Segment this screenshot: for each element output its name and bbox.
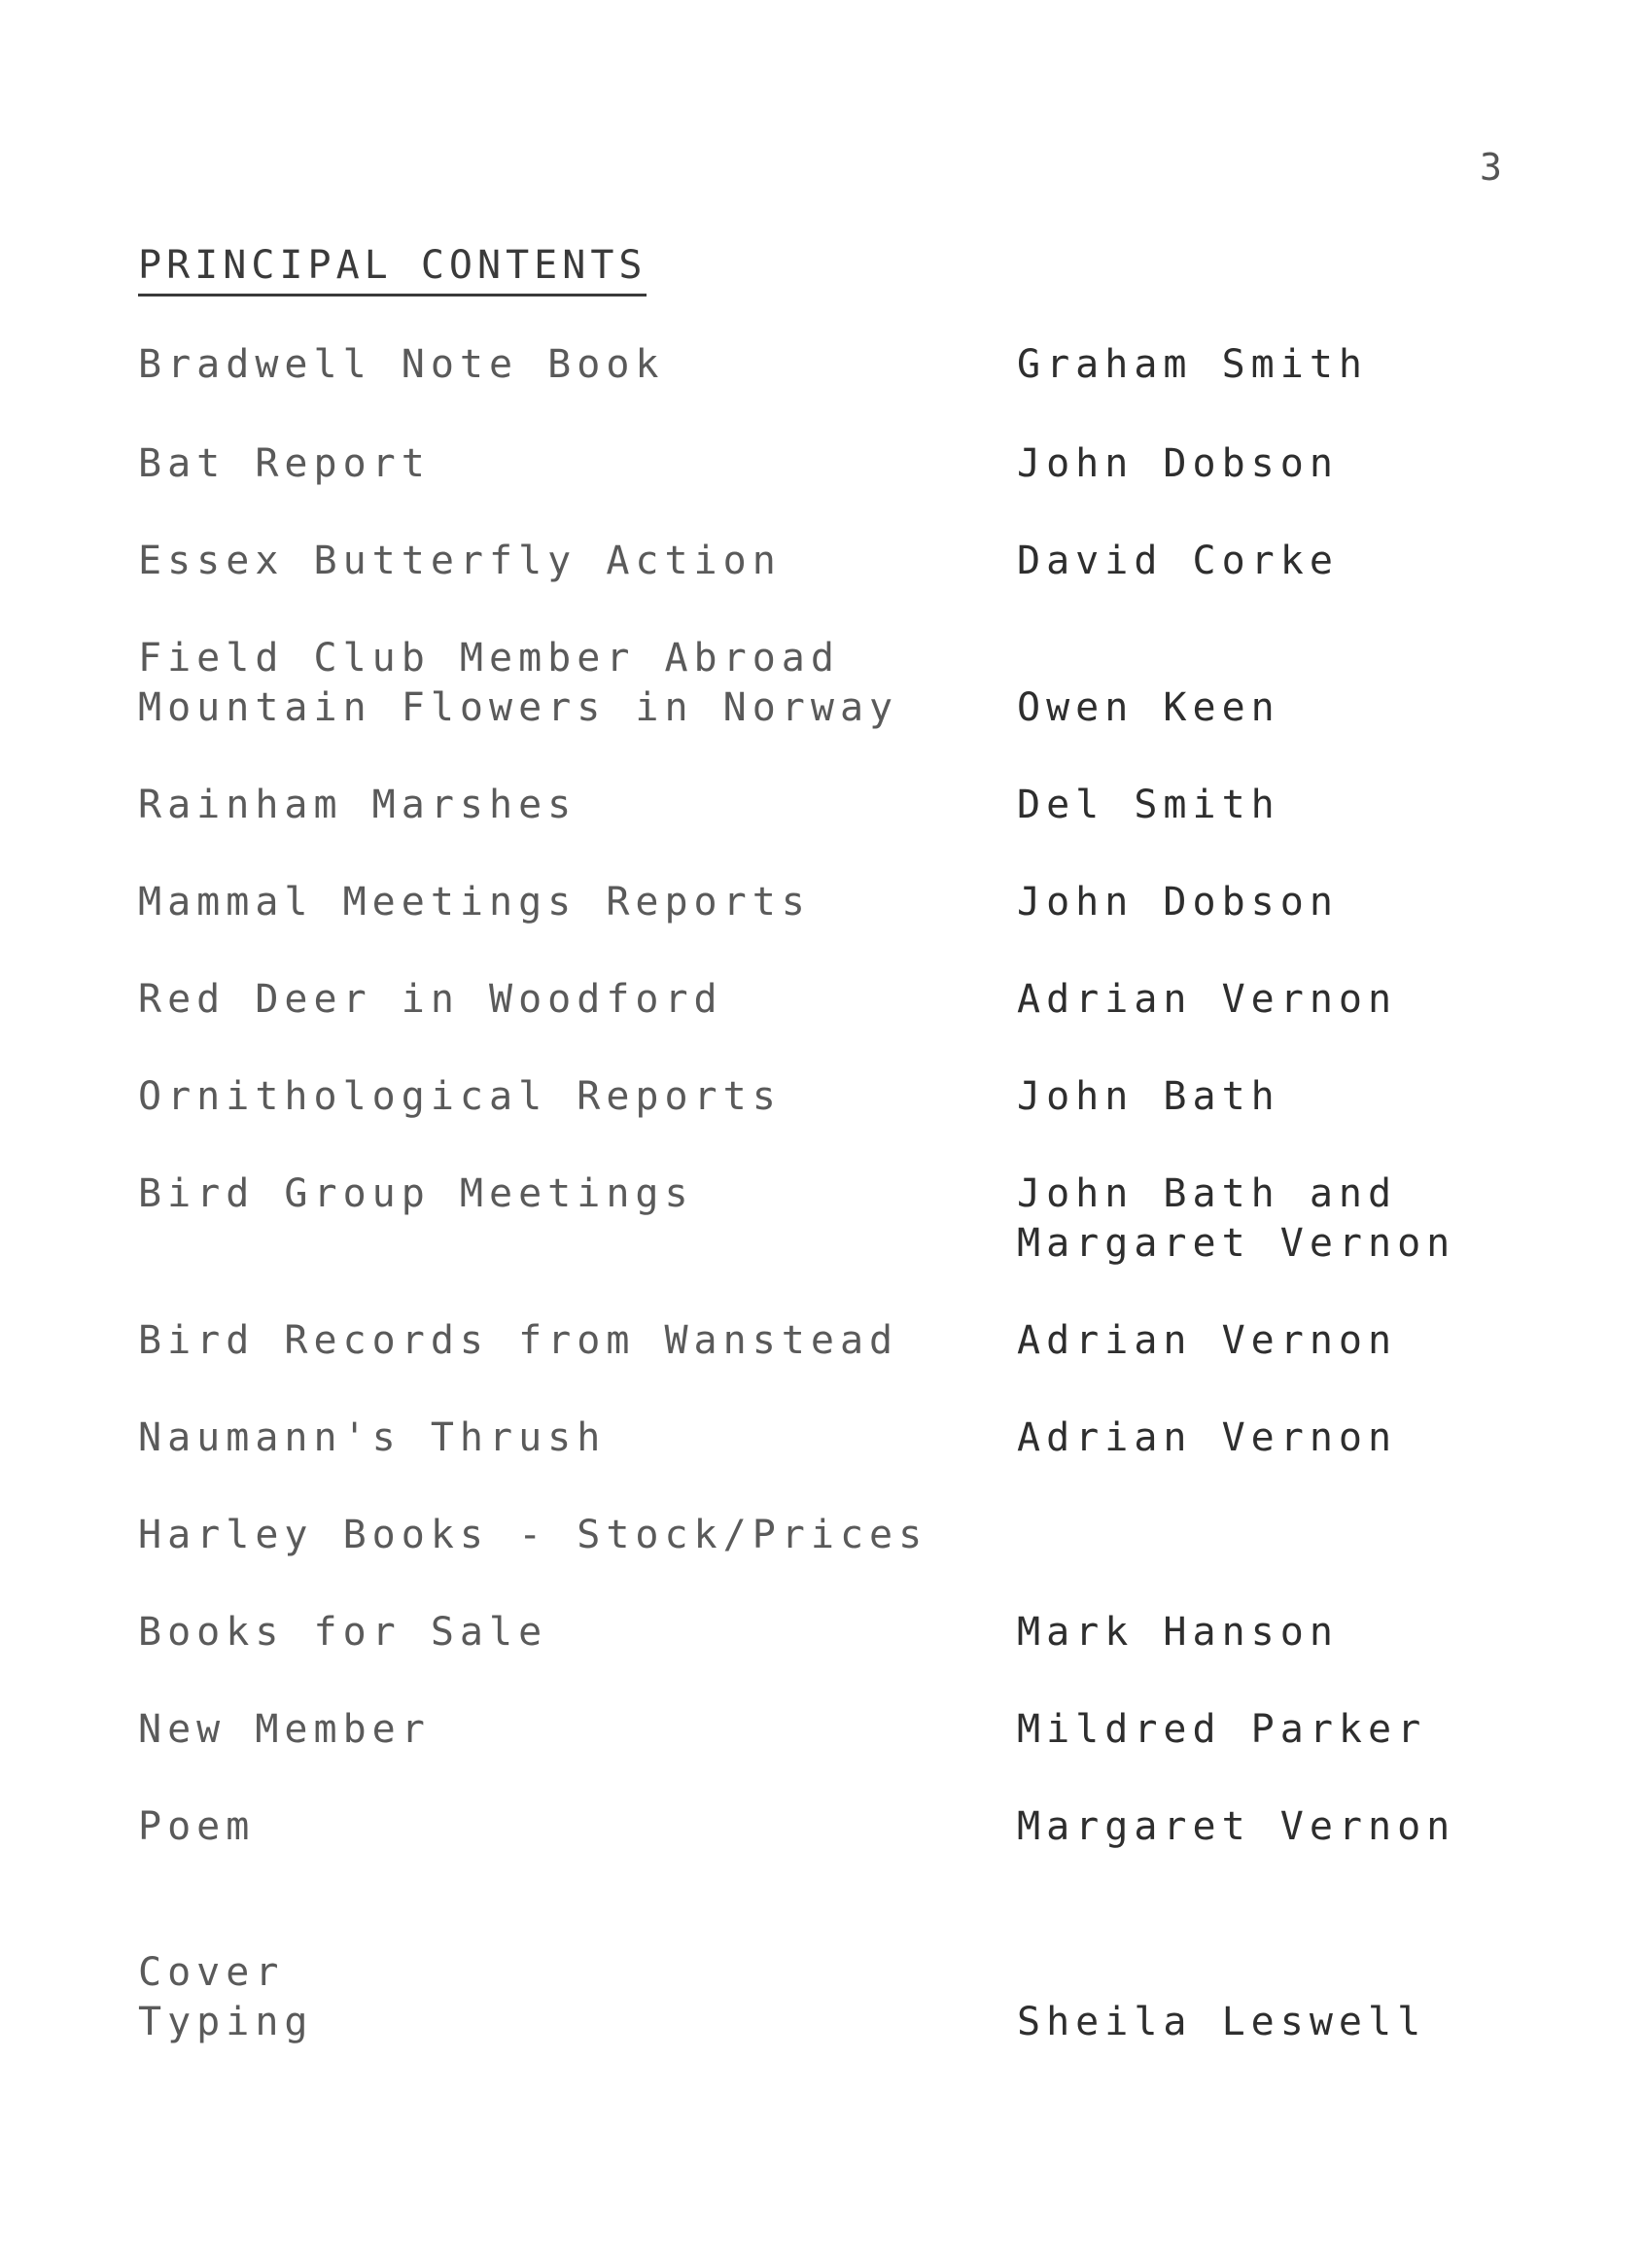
entry-title: Field Club Member Abroad bbox=[138, 636, 840, 680]
entry-author: Sheila Leswell bbox=[1017, 2000, 1427, 2044]
entry-title: Books for Sale bbox=[138, 1610, 548, 1655]
entry-title: Bird Group Meetings bbox=[138, 1171, 694, 1216]
entry-title: Mammal Meetings Reports bbox=[138, 880, 811, 925]
entry-author: John Bath and bbox=[1017, 1171, 1398, 1216]
entry-title: Essex Butterfly Action bbox=[138, 539, 782, 583]
entry-title: Red Deer in Woodford bbox=[138, 977, 723, 1022]
entry-title-line2: Mountain Flowers in Norway bbox=[138, 685, 899, 730]
entry-title: Bird Records from Wanstead bbox=[138, 1318, 899, 1363]
entry-author: Margaret Vernon bbox=[1017, 1804, 1456, 1849]
entry-author: Owen Keen bbox=[1017, 685, 1280, 730]
page-title: PRINCIPAL CONTENTS bbox=[138, 243, 647, 297]
entry-title: Ornithological Reports bbox=[138, 1074, 782, 1119]
entry-title: Poem bbox=[138, 1804, 256, 1849]
entry-author: Adrian Vernon bbox=[1017, 1318, 1398, 1363]
entry-title: Rainham Marshes bbox=[138, 783, 577, 827]
entry-author: Mark Hanson bbox=[1017, 1610, 1339, 1655]
entry-author: Adrian Vernon bbox=[1017, 977, 1398, 1022]
entry-author-line2: Margaret Vernon bbox=[1017, 1221, 1456, 1266]
entry-title: Naumann's Thrush bbox=[138, 1415, 607, 1460]
entry-title: Bat Report bbox=[138, 441, 431, 486]
entry-title: Typing bbox=[138, 2000, 314, 2044]
entry-title: New Member bbox=[138, 1707, 431, 1752]
entry-author: Graham Smith bbox=[1017, 342, 1368, 387]
entry-author: John Dobson bbox=[1017, 880, 1339, 925]
entry-author: Del Smith bbox=[1017, 783, 1280, 827]
entry-title: Bradwell Note Book bbox=[138, 342, 665, 387]
entry-author: Mildred Parker bbox=[1017, 1707, 1427, 1752]
entry-title: Harley Books - Stock/Prices bbox=[138, 1513, 928, 1557]
entry-author: David Corke bbox=[1017, 539, 1339, 583]
entry-title: Cover bbox=[138, 1950, 285, 1995]
page-number: 3 bbox=[1480, 146, 1504, 189]
entry-author: Adrian Vernon bbox=[1017, 1415, 1398, 1460]
entry-author: John Bath bbox=[1017, 1074, 1280, 1119]
entry-author: John Dobson bbox=[1017, 441, 1339, 486]
